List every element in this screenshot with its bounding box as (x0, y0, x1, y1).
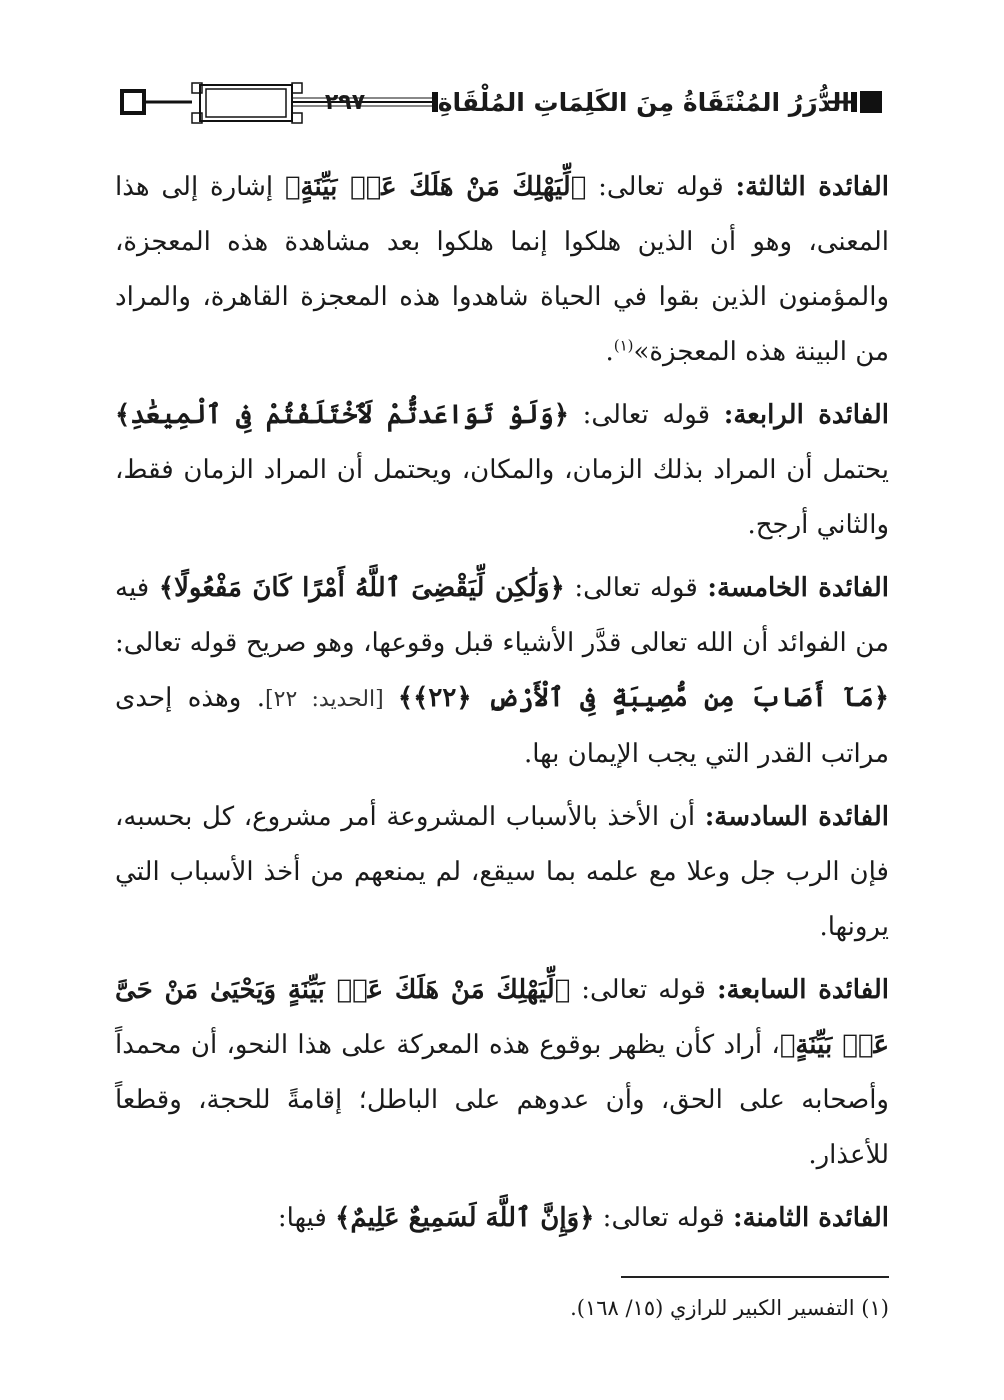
benefit-label: الفائدة السادسة: (704, 802, 889, 832)
paragraph-seventh-benefit (115, 963, 889, 1183)
paragraph-text: فيه من الفوائد أن الله تعالى قدَّر الأشياء قبل وقوعها، وهو صريح قوله تعالى: (115, 573, 889, 658)
paragraph-eighth-benefit (115, 1191, 889, 1246)
benefit-label: الفائدة الرابعة: (723, 400, 889, 430)
benefit-label: الفائدة السابعة: (716, 975, 889, 1005)
verse-intro: قوله تعالى: (564, 573, 708, 603)
paragraph-text: فيها: (277, 1203, 336, 1233)
benefit-label: الفائدة الخامسة: (707, 573, 889, 603)
paragraph-sixth-benefit (115, 790, 889, 955)
quran-verse: ﴿وَلَٰكِن لِّيَقْضِىَ ٱللَّهُ أَمْرًا كَانَ مَفْعُولًا﴾ (158, 573, 565, 603)
benefit-label: الفائدة الثامنة: (733, 1203, 889, 1233)
quran-verse: ﴿وَإِنَّ ٱللَّهَ لَسَمِيعٌ عَلِيمٌ﴾ (335, 1203, 595, 1233)
quran-verse: ﴿لِّيَهْلِكَ مَنْ هَلَكَ عَنۢ بَيِّنَةٍ وَيَحْيَىٰ مَنْ حَىَّ عَنۢ بَيِّنَةٍ﴾ (115, 975, 889, 1060)
paragraph-text-continued: . وهذه إحدى مراتب القدر التي يجب الإيمان بها. (115, 683, 889, 769)
paragraph-third-benefit (115, 160, 889, 380)
verse-intro: قوله تعالى: (568, 400, 724, 430)
quran-verse: ﴿وَلَوْ تَوَاعَدتُّمْ لَٱخْتَلَفْتُمْ فِى ٱلْمِيعَٰدِ﴾ (115, 400, 569, 430)
paragraph-text: أن الأخذ بالأسباب المشروعة أمر مشروع، كل بحسبه، فإن الرب جل وعلا مع علمه بما سيقع، لم يمنعهم من أخذ الأسباب التي يرونها. (115, 802, 889, 942)
paragraph-text: إشارة إلى هذا المعنى، وهو أن الذين هلكوا إنما هلكوا بعد مشاهدة هذه المعجزة، والمؤمنون الذين بقوا في الحياة شاهدوا هذه المعجزة القاهرة، والمراد من البينة هذه المعجزة» (115, 172, 889, 367)
paragraph-fifth-benefit (115, 561, 889, 782)
page-header (112, 78, 892, 130)
paragraph-text: ، أراد كأن يظهر بوقوع هذه المعركة على هذا النحو، أن محمداً وأصحابه على الحق، وأن عدوهم على الباطل؛ إقامةً للحجة، وقطعاً للأعذار. (115, 1030, 889, 1170)
paragraph-text: يحتمل أن المراد بذلك الزمان، والمكان، ويحتمل أن المراد الزمان فقط، والثاني أرجح. (115, 455, 889, 540)
paragraph-tail: . (605, 337, 614, 367)
verse-intro: قوله تعالى: (570, 975, 717, 1005)
quran-verse-secondary: ﴿مَآ أَصَابَ مِن مُّصِيبَةٍ فِى ٱلْأَرْضِ ﴿٢٢﴾﴾ (397, 683, 890, 713)
verse-intro: قوله تعالى: (586, 172, 736, 202)
benefit-label: الفائدة الثالثة: (735, 172, 890, 202)
footnote: (١) التفسير الكبير للرازي (١٥/ ١٦٨). (570, 1296, 889, 1320)
book-title: الدُّرَرُ المُنْتَقَاةُ مِنَ الكَلِمَاتِ المُلْقَاةِ (437, 88, 850, 117)
footnote-divider (621, 1276, 889, 1278)
verse-intro: قوله تعالى: (594, 1203, 733, 1233)
surah-citation: [الحديد: ٢٢] (265, 687, 398, 712)
paragraph-fourth-benefit (115, 388, 889, 553)
footnote-reference[interactable]: (١) (613, 336, 634, 355)
quran-verse: ﴿لِّيَهْلِكَ مَنْ هَلَكَ عَنۢ بَيِّنَةٍ﴾ (284, 172, 587, 202)
page-body (115, 160, 889, 1246)
page-number: ٢٩٧ (324, 90, 366, 115)
